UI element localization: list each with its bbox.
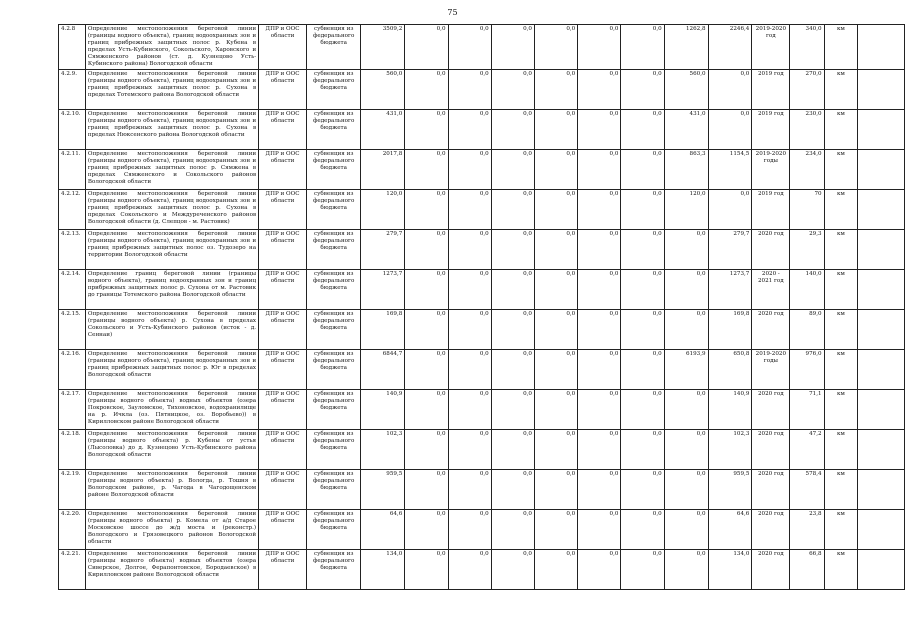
- amount-cell: 169,8: [708, 309, 752, 349]
- amount-cell: 0,0: [448, 509, 491, 549]
- amount-cell: 1273,7: [361, 269, 405, 309]
- responsible-executor: ДПР и ООС области: [259, 349, 307, 389]
- amount-cell: 431,0: [664, 109, 708, 149]
- table-row: [59, 229, 905, 269]
- amount-cell: 0,0: [405, 349, 448, 389]
- amount-cell: 0,0: [534, 469, 577, 509]
- amount-cell: 2017,8: [361, 149, 405, 189]
- row-number: 4.2.13.: [59, 229, 86, 269]
- funding-source: субвенция из федерального бюджета: [306, 549, 361, 589]
- amount-cell: 0,0: [578, 269, 621, 309]
- amount-cell: 0,0: [448, 469, 491, 509]
- measure-description: Определение местоположения береговой линии (границы водного объекта), границ водоохранных зон и границ прибрежных защитных полос оз. Тудозеро на территории Вологодской области: [85, 229, 258, 269]
- blank-cell: [858, 309, 905, 349]
- term-cell: 2020 - 2021 год: [752, 269, 790, 309]
- responsible-executor: ДПР и ООС области: [259, 269, 307, 309]
- amount-cell: 0,0: [448, 149, 491, 189]
- amount-cell: 0,0: [621, 509, 664, 549]
- row-number: 4.2.10.: [59, 109, 86, 149]
- table-row: [59, 429, 905, 469]
- table-row: [59, 189, 905, 229]
- amount-cell: 0,0: [491, 509, 534, 549]
- table-row: [59, 269, 905, 309]
- amount-cell: 959,5: [708, 469, 752, 509]
- amount-cell: 0,0: [405, 429, 448, 469]
- row-number: 4.2.8: [59, 25, 86, 70]
- amount-cell: 0,0: [491, 69, 534, 109]
- amount-cell: 0,0: [621, 25, 664, 70]
- blank-cell: [858, 349, 905, 389]
- amount-cell: 0,0: [534, 269, 577, 309]
- amount-cell: 0,0: [708, 69, 752, 109]
- funding-source: субвенция из федерального бюджета: [306, 309, 361, 349]
- amount-cell: 0,0: [621, 189, 664, 229]
- amount-cell: 0,0: [534, 509, 577, 549]
- amount-cell: 0,0: [534, 429, 577, 469]
- amount-cell: 0,0: [405, 309, 448, 349]
- amount-cell: 0,0: [621, 269, 664, 309]
- unit-cell: км: [824, 429, 858, 469]
- blank-cell: [858, 109, 905, 149]
- amount-cell: 0,0: [405, 549, 448, 589]
- amount-cell: 0,0: [621, 109, 664, 149]
- quantity-cell: 23,8: [790, 509, 824, 549]
- unit-cell: км: [824, 269, 858, 309]
- term-cell: 2020 год: [752, 469, 790, 509]
- amount-cell: 0,0: [578, 149, 621, 189]
- table-row: [59, 349, 905, 389]
- term-cell: 2020 год: [752, 549, 790, 589]
- page-number: 75: [447, 8, 458, 17]
- amount-cell: 0,0: [448, 429, 491, 469]
- amount-cell: 0,0: [491, 229, 534, 269]
- amount-cell: 279,7: [708, 229, 752, 269]
- responsible-executor: ДПР и ООС области: [259, 469, 307, 509]
- table-row: [59, 25, 905, 70]
- program-measures-table: [58, 24, 905, 590]
- quantity-cell: 976,0: [790, 349, 824, 389]
- row-number: 4.2.19.: [59, 469, 86, 509]
- responsible-executor: ДПР и ООС области: [259, 229, 307, 269]
- measure-description: Определение местоположения береговой линии (границы водного объекта) водных объектов (озера Покровское, Зауломское, Тихоновское, водохранилище на р. Ичкла (оз. Пятницкое, оз. Воробьево)) в Кирилловском районе Вологодской области: [85, 389, 258, 429]
- amount-cell: 0,0: [491, 25, 534, 70]
- amount-cell: 650,8: [708, 349, 752, 389]
- measure-description: Определение местоположения береговой линии (границы водного объекта) р. Сухона в пределах Сокольского и Усть-Кубинского районов (исток - д. Сеннаи): [85, 309, 258, 349]
- amount-cell: 64,6: [361, 509, 405, 549]
- quantity-cell: 234,0: [790, 149, 824, 189]
- amount-cell: 0,0: [534, 189, 577, 229]
- quantity-cell: 70: [790, 189, 824, 229]
- measure-description: Определение местоположения береговой линии (границы водного объекта), границ водоохранных зон и границ прибрежных защитных полос р. Кубена в пределах Усть-Кубинского, Сокольского, Харовского и Сямженского районов (ст. д. Кузнецово Усть-Кубинского района) Вологодской области: [85, 25, 258, 70]
- responsible-executor: ДПР и ООС области: [259, 25, 307, 70]
- amount-cell: 0,0: [578, 189, 621, 229]
- amount-cell: 0,0: [578, 109, 621, 149]
- amount-cell: 0,0: [578, 69, 621, 109]
- term-cell: 2020 год: [752, 229, 790, 269]
- funding-source: субвенция из федерального бюджета: [306, 429, 361, 469]
- blank-cell: [858, 149, 905, 189]
- amount-cell: 279,7: [361, 229, 405, 269]
- unit-cell: км: [824, 229, 858, 269]
- amount-cell: 0,0: [448, 109, 491, 149]
- amount-cell: 0,0: [405, 229, 448, 269]
- term-cell: 2020 год: [752, 389, 790, 429]
- amount-cell: 0,0: [405, 69, 448, 109]
- amount-cell: 0,0: [491, 469, 534, 509]
- amount-cell: 2246,4: [708, 25, 752, 70]
- row-number: 4.2.11.: [59, 149, 86, 189]
- amount-cell: 102,3: [361, 429, 405, 469]
- quantity-cell: 89,0: [790, 309, 824, 349]
- amount-cell: 0,0: [621, 429, 664, 469]
- amount-cell: 0,0: [448, 229, 491, 269]
- funding-source: субвенция из федерального бюджета: [306, 469, 361, 509]
- quantity-cell: 578,4: [790, 469, 824, 509]
- funding-source: субвенция из федерального бюджета: [306, 189, 361, 229]
- amount-cell: 0,0: [578, 469, 621, 509]
- measure-description: Определение местоположения береговой линии (границы водного объекта), границ водоохранных зон и границ прибрежных защитных полос р. Сухона в пределах Тотемского района Вологодской области: [85, 69, 258, 109]
- term-cell: 2019-2020 годы: [752, 149, 790, 189]
- measure-description: Определение границ береговой линии (границы водного объекта), границ водоохранных зон и границ прибрежных защитных полос р. Сухона от м. Растовик до границы Тотемского района Вологодской области: [85, 269, 258, 309]
- amount-cell: 0,0: [664, 469, 708, 509]
- amount-cell: 0,0: [448, 309, 491, 349]
- amount-cell: 0,0: [664, 429, 708, 469]
- responsible-executor: ДПР и ООС области: [259, 429, 307, 469]
- row-number: 4.2.18.: [59, 429, 86, 469]
- measure-description: Определение местоположения береговой линии (границы водного объекта), границ водоохранных зон и границ прибрежных защитных полос р. Сямжена в пределах Сямженского и Сокольского районов Вологодской области: [85, 149, 258, 189]
- measure-description: Определение местоположения береговой линии (границы водного объекта) водных объектов (озера Сиверское, Долгое, Ферапонтовское, Бородаевское) в Кирилловском районе Вологодской области: [85, 549, 258, 589]
- funding-source: субвенция из федерального бюджета: [306, 149, 361, 189]
- amount-cell: 0,0: [448, 349, 491, 389]
- unit-cell: км: [824, 509, 858, 549]
- measure-description: Определение местоположения береговой линии (границы водного объекта), границ водоохранных зон и границ прибрежных защитных полос р. Сухона в пределах Нюксенского района Вологодской области: [85, 109, 258, 149]
- quantity-cell: 29,3: [790, 229, 824, 269]
- measure-description: Определение местоположения береговой линии (границы водного объекта) р. Комела от а/д Старое Московское шоссе до ж/д моста и (реконстр.) Вологодского и Грязовецкого районов Вологодской области: [85, 509, 258, 549]
- amount-cell: 0,0: [664, 229, 708, 269]
- table-row: [59, 149, 905, 189]
- responsible-executor: ДПР и ООС области: [259, 69, 307, 109]
- amount-cell: 64,6: [708, 509, 752, 549]
- amount-cell: 863,3: [664, 149, 708, 189]
- blank-cell: [858, 25, 905, 70]
- amount-cell: 3509,2: [361, 25, 405, 70]
- table-row: [59, 69, 905, 109]
- row-number: 4.2.15.: [59, 309, 86, 349]
- amount-cell: 0,0: [491, 189, 534, 229]
- table-body: [59, 25, 905, 590]
- amount-cell: 0,0: [534, 69, 577, 109]
- amount-cell: 169,8: [361, 309, 405, 349]
- term-cell: 2020 год: [752, 429, 790, 469]
- amount-cell: 0,0: [405, 509, 448, 549]
- amount-cell: 0,0: [621, 469, 664, 509]
- funding-source: субвенция из федерального бюджета: [306, 109, 361, 149]
- amount-cell: 120,0: [664, 189, 708, 229]
- amount-cell: 0,0: [621, 229, 664, 269]
- amount-cell: 0,0: [534, 389, 577, 429]
- amount-cell: 0,0: [491, 549, 534, 589]
- amount-cell: 0,0: [578, 229, 621, 269]
- amount-cell: 134,0: [361, 549, 405, 589]
- funding-source: субвенция из федерального бюджета: [306, 269, 361, 309]
- amount-cell: 0,0: [621, 549, 664, 589]
- table-row: [59, 389, 905, 429]
- amount-cell: 0,0: [491, 149, 534, 189]
- amount-cell: 0,0: [448, 389, 491, 429]
- unit-cell: км: [824, 69, 858, 109]
- amount-cell: 140,9: [708, 389, 752, 429]
- amount-cell: 0,0: [405, 189, 448, 229]
- amount-cell: 0,0: [621, 149, 664, 189]
- responsible-executor: ДПР и ООС области: [259, 149, 307, 189]
- unit-cell: км: [824, 189, 858, 229]
- amount-cell: 560,0: [361, 69, 405, 109]
- amount-cell: 0,0: [664, 549, 708, 589]
- amount-cell: 0,0: [621, 389, 664, 429]
- measure-description: Определение местоположения береговой линии (границы водного объекта), границ водоохранных зон и границ прибрежных защитных полос р. Юг в пределах Вологодской области: [85, 349, 258, 389]
- amount-cell: 0,0: [491, 269, 534, 309]
- measure-description: Определение местоположения береговой линии (границы водного объекта) р. Кубены от устья (Лысоловка) до д. Кузнецово Усть-Кубинского района Вологодской области: [85, 429, 258, 469]
- amount-cell: 0,0: [448, 25, 491, 70]
- responsible-executor: ДПР и ООС области: [259, 109, 307, 149]
- amount-cell: 0,0: [534, 109, 577, 149]
- row-number: 4.2.17.: [59, 389, 86, 429]
- amount-cell: 0,0: [448, 269, 491, 309]
- funding-source: субвенция из федерального бюджета: [306, 509, 361, 549]
- amount-cell: 0,0: [578, 429, 621, 469]
- amount-cell: 0,0: [578, 309, 621, 349]
- blank-cell: [858, 69, 905, 109]
- quantity-cell: 71,1: [790, 389, 824, 429]
- amount-cell: 0,0: [491, 309, 534, 349]
- table-row: [59, 109, 905, 149]
- amount-cell: 0,0: [491, 429, 534, 469]
- amount-cell: 959,5: [361, 469, 405, 509]
- amount-cell: 120,0: [361, 189, 405, 229]
- row-number: 4.2.14.: [59, 269, 86, 309]
- funding-source: субвенция из федерального бюджета: [306, 25, 361, 70]
- amount-cell: 0,0: [405, 389, 448, 429]
- unit-cell: км: [824, 109, 858, 149]
- quantity-cell: 340,0: [790, 25, 824, 70]
- amount-cell: 0,0: [621, 69, 664, 109]
- term-cell: 2019-2020 год: [752, 25, 790, 70]
- blank-cell: [858, 549, 905, 589]
- funding-source: субвенция из федерального бюджета: [306, 389, 361, 429]
- responsible-executor: ДПР и ООС области: [259, 509, 307, 549]
- amount-cell: 0,0: [534, 229, 577, 269]
- term-cell: 2020 год: [752, 509, 790, 549]
- amount-cell: 0,0: [448, 189, 491, 229]
- table-row: [59, 469, 905, 509]
- amount-cell: 0,0: [621, 349, 664, 389]
- blank-cell: [858, 469, 905, 509]
- amount-cell: 431,0: [361, 109, 405, 149]
- table-row: [59, 309, 905, 349]
- term-cell: 2020 год: [752, 309, 790, 349]
- amount-cell: 0,0: [578, 509, 621, 549]
- row-number: 4.2.16.: [59, 349, 86, 389]
- unit-cell: км: [824, 549, 858, 589]
- amount-cell: 0,0: [448, 69, 491, 109]
- amount-cell: 6193,9: [664, 349, 708, 389]
- blank-cell: [858, 269, 905, 309]
- unit-cell: км: [824, 469, 858, 509]
- term-cell: 2019 год: [752, 109, 790, 149]
- amount-cell: 0,0: [405, 469, 448, 509]
- term-cell: 2019-2020 годы: [752, 349, 790, 389]
- unit-cell: км: [824, 389, 858, 429]
- amount-cell: 134,0: [708, 549, 752, 589]
- amount-cell: 0,0: [534, 25, 577, 70]
- amount-cell: 1154,5: [708, 149, 752, 189]
- amount-cell: 0,0: [534, 309, 577, 349]
- amount-cell: 102,3: [708, 429, 752, 469]
- responsible-executor: ДПР и ООС области: [259, 189, 307, 229]
- amount-cell: 1262,8: [664, 25, 708, 70]
- amount-cell: 0,0: [708, 109, 752, 149]
- funding-source: субвенция из федерального бюджета: [306, 229, 361, 269]
- quantity-cell: 270,0: [790, 69, 824, 109]
- blank-cell: [858, 229, 905, 269]
- funding-source: субвенция из федерального бюджета: [306, 349, 361, 389]
- amount-cell: 0,0: [448, 549, 491, 589]
- amount-cell: 0,0: [534, 149, 577, 189]
- amount-cell: 0,0: [578, 549, 621, 589]
- amount-cell: 0,0: [664, 509, 708, 549]
- quantity-cell: 140,0: [790, 269, 824, 309]
- amount-cell: 0,0: [534, 549, 577, 589]
- blank-cell: [858, 509, 905, 549]
- measure-description: Определение местоположения береговой линии (границы водного объекта) р. Вологда, р. Тошня в Вологодском районе, р. Чагода в Чагодощенском районе Вологодской области: [85, 469, 258, 509]
- amount-cell: 1273,7: [708, 269, 752, 309]
- amount-cell: 0,0: [534, 349, 577, 389]
- blank-cell: [858, 429, 905, 469]
- amount-cell: 0,0: [578, 25, 621, 70]
- row-number: 4.2.20.: [59, 509, 86, 549]
- amount-cell: 0,0: [708, 189, 752, 229]
- blank-cell: [858, 189, 905, 229]
- amount-cell: 0,0: [405, 25, 448, 70]
- table-row: [59, 509, 905, 549]
- funding-source: субвенция из федерального бюджета: [306, 69, 361, 109]
- row-number: 4.2.21.: [59, 549, 86, 589]
- row-number: 4.2.9.: [59, 69, 86, 109]
- term-cell: 2019 год: [752, 189, 790, 229]
- unit-cell: км: [824, 25, 858, 70]
- measure-description: Определение местоположения береговой линии (границы водного объекта), границ водоохранных зон и границ прибрежных защитных полос р. Сухона в пределах Сокольского и Междуреченского районов Вологодской области (д. Слепцов - м. Растовик): [85, 189, 258, 229]
- unit-cell: км: [824, 309, 858, 349]
- amount-cell: 0,0: [578, 349, 621, 389]
- amount-cell: 0,0: [578, 389, 621, 429]
- amount-cell: 0,0: [405, 109, 448, 149]
- amount-cell: 0,0: [664, 269, 708, 309]
- quantity-cell: 47,2: [790, 429, 824, 469]
- table-row: [59, 549, 905, 589]
- blank-cell: [858, 389, 905, 429]
- quantity-cell: 66,8: [790, 549, 824, 589]
- amount-cell: 6844,7: [361, 349, 405, 389]
- responsible-executor: ДПР и ООС области: [259, 549, 307, 589]
- unit-cell: км: [824, 149, 858, 189]
- amount-cell: 0,0: [491, 349, 534, 389]
- term-cell: 2019 год: [752, 69, 790, 109]
- responsible-executor: ДПР и ООС области: [259, 389, 307, 429]
- amount-cell: 0,0: [405, 149, 448, 189]
- amount-cell: 0,0: [405, 269, 448, 309]
- quantity-cell: 230,0: [790, 109, 824, 149]
- amount-cell: 0,0: [621, 309, 664, 349]
- amount-cell: 0,0: [491, 109, 534, 149]
- responsible-executor: ДПР и ООС области: [259, 309, 307, 349]
- amount-cell: 140,9: [361, 389, 405, 429]
- amount-cell: 0,0: [664, 389, 708, 429]
- unit-cell: км: [824, 349, 858, 389]
- amount-cell: 0,0: [664, 309, 708, 349]
- amount-cell: 560,0: [664, 69, 708, 109]
- amount-cell: 0,0: [491, 389, 534, 429]
- row-number: 4.2.12.: [59, 189, 86, 229]
